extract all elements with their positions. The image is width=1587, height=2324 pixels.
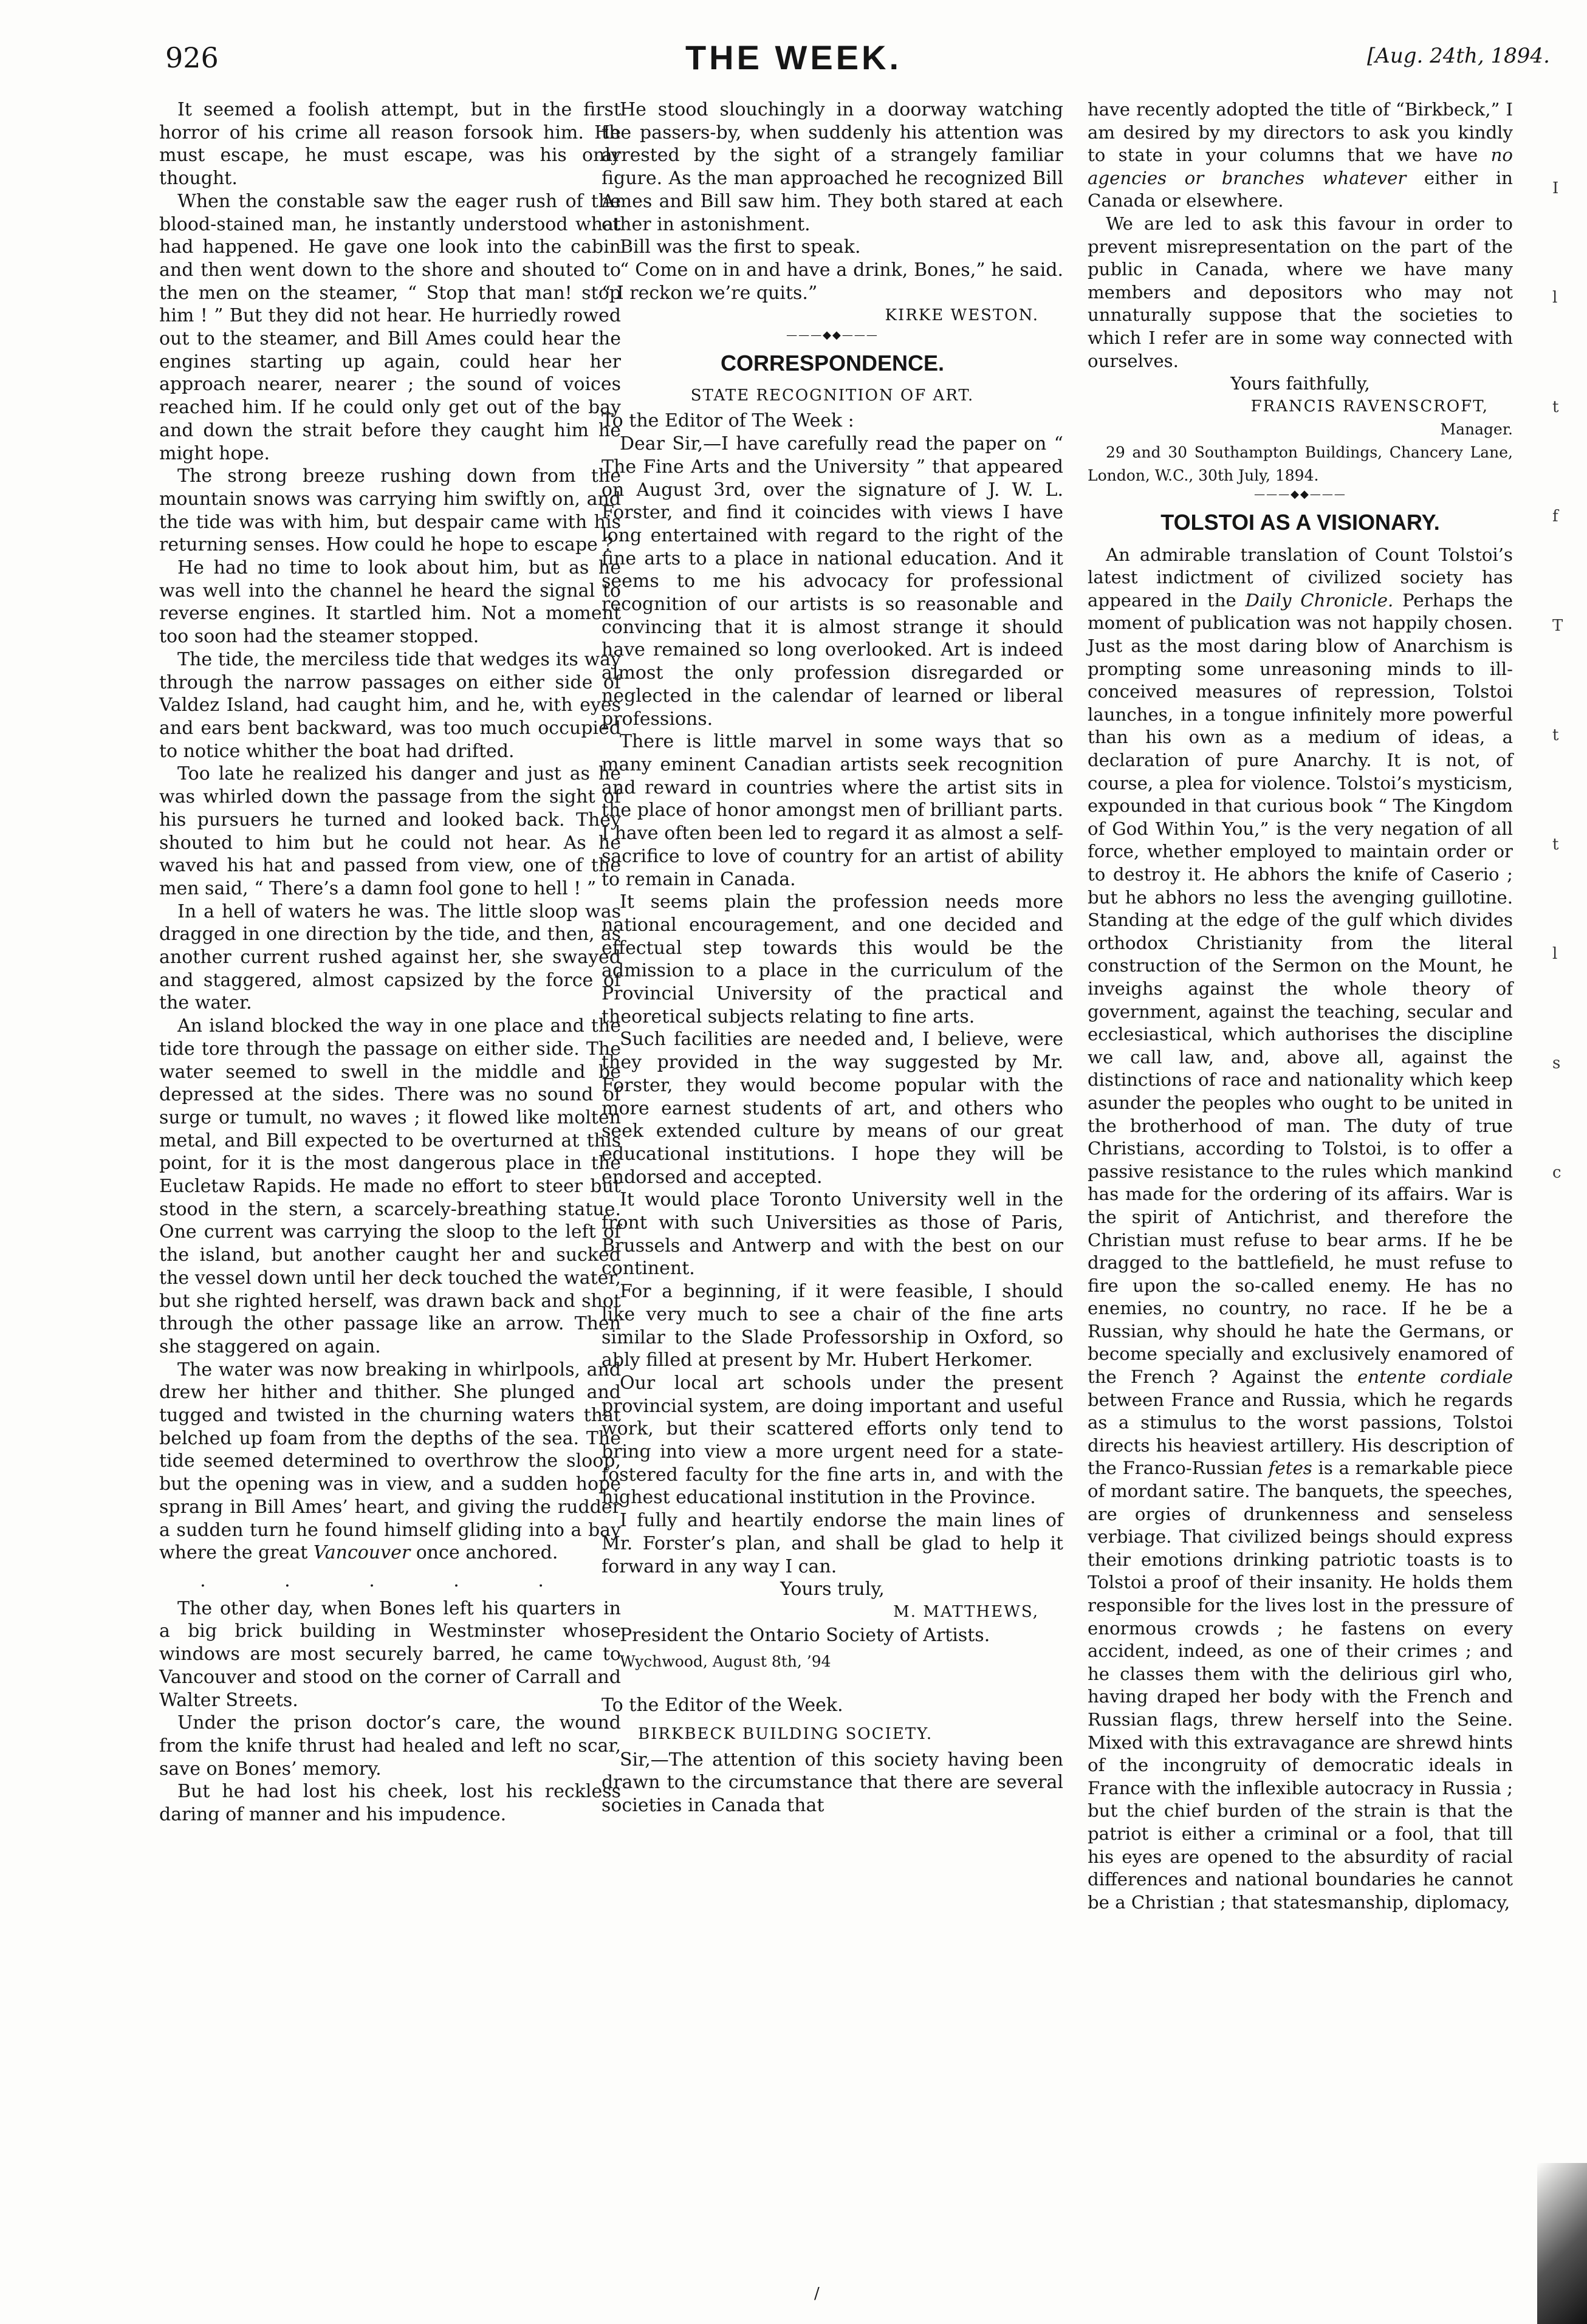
- letter-address: 29 and 30 Southampton Buildings, Chancery Lane, London, W.C., 30th July, 1894.: [1088, 443, 1513, 484]
- margin-letter: l: [1552, 945, 1558, 963]
- letter-paragraph: It seems plain the profession needs more national encouragement, and one decided and effectual step towards this would be the admission to a place in the curriculum of the Provincial University of the practical and theoretical subjects relating to fine arts.: [602, 891, 1063, 1027]
- margin-letter: s: [1552, 1054, 1561, 1072]
- page-number: 926: [165, 41, 219, 74]
- margin-letter: l: [1552, 289, 1558, 307]
- vessel-name: Vancouver: [313, 1542, 411, 1564]
- story-paragraph: [159, 1359, 621, 1565]
- letter-paragraph: [1088, 98, 1513, 213]
- letter-signature: FRANCIS RAVENSCROFT,: [1250, 397, 1489, 416]
- story-paragraph: But he had lost his cheek, lost his reckless daring of manner and his impudence.: [159, 1781, 621, 1826]
- column-1: [159, 98, 621, 1826]
- issue-date: [Aug. 24th, 1894.: [1367, 44, 1550, 68]
- ornament-rule: ———◆◆———: [1254, 488, 1346, 501]
- stray-ink-mark: /: [814, 2285, 820, 2303]
- story-paragraph: The strong breeze rushing down from the mountain snows was carrying him swiftly on, and the tide was with him, but despair came with his returning senses. How could he hope to escape ?: [159, 465, 621, 556]
- story-paragraph: The other day, when Bones left his quarters in a big brick building in Westminster whose windows are most securely barred, he came to Vancouver and stood on the corner of Carrall and Walter Streets.: [159, 1597, 621, 1711]
- story-paragraph: In a hell of waters he was. The little sloop was dragged in one direction by the tide, and then, as another current rushed against her, she swayed and staggered, almost capsized by the force of the water.: [159, 900, 621, 1014]
- letter-place-date: Wychwood, August 8th, ’94: [620, 1653, 831, 1671]
- letter-addressee: To the Editor of The Week :: [602, 410, 854, 432]
- letter-text: either in Canada or elsewhere.: [1088, 167, 1513, 211]
- ornament-rule: ———◆◆———: [786, 329, 879, 342]
- article-text: Perhaps the moment of publication was not happily chosen. Just as the most daring blow of Anarchism is prompting some unreasoning minds to ill-conceived measures of repression, Tolstoi launches, in a tongue infinitely more powerful than his own as a medium of ideas, a declaration of pure Anarchy. It is not, of course, a plea for violence. Tolstoi’s mysticism, expounded in that curious book “ The Kingdom of God Within You,” is the very negation of all force, whether employed to maintain order or to destroy it. He abhors the knife of Caserio ; but he abhors no less the avenging guillotine. Standing at the edge of the gulf which divides orthodox Christianity from the literal construction of the Sermon on the Mount, he inveighs against the whole theory of government, against the teaching, secular and ecclesiastical, which authorises the discipline we call law, and, above all, against the distinctions of race and nationality which keep asunder the peoples who ought to be united in the brotherhood of man. The duty of true Christians, according to Tolstoi, is to offer a passive resistance to the rules which mankind has made for the ordering of its affairs. War is the spirit of Antichrist, and therefore the Christian must refuse to bear arms. If he be dragged to the battlefield, he must refuse to fire upon the so-called enemy. He has no enemies, no country, no race. If he be a Russian, why should he hate the Germans, or become specially and exclusively enamored of the French ? Against the: [1088, 589, 1513, 1388]
- story-author: KIRKE WESTON.: [885, 306, 1039, 325]
- masthead: [0, 38, 1587, 86]
- margin-letter: c: [1552, 1164, 1561, 1182]
- letter-paragraph: For a beginning, if it were feasible, I should like very much to see a chair of the fine arts similar to the Slade Professorship in Oxford, so ably filled at present by Mr. Hubert Herkomer.: [602, 1281, 1063, 1371]
- section-heading: CORRESPONDENCE.: [720, 351, 945, 376]
- article-text: between France and Russia, which he regards as a stimulus to the worst passions, Tolstoi directs his heaviest artillery. His description of the Franco-Russian: [1088, 1389, 1513, 1479]
- newspaper-name: Daily Chronicle.: [1245, 589, 1394, 611]
- letter-title: BIRKBECK BUILDING SOCIETY.: [638, 1724, 933, 1743]
- margin-letter: t: [1552, 835, 1559, 854]
- letter-emphasis: no agencies or branches whatever: [1088, 145, 1513, 188]
- story-paragraph: It seemed a foolish attempt, but in the first horror of his crime all reason forsook him. He must escape, he must escape, was his only thought.: [159, 99, 621, 190]
- letter-paragraph: Such facilities are needed and, I believe, were they provided in the way suggested by Mr. Forster, they would become popular with the more earnest students of art, and others who seek extended culture by means of our great educational institutions. I hope they will be endorsed and accepted.: [602, 1029, 1063, 1188]
- story-text: The water was now breaking in whirlpools, and drew her hither and thither. She plunged and tugged and twisted in the churning waters that belched up foam from the depths of the sea. The tide seemed determined to overthrow the sloop, but the opening was in view, and a sudden hope sprang in Bill Ames’ heart, and giving the rudder a sudden turn he found himself gliding into a bay where the great: [159, 1359, 621, 1564]
- letter-closing: Yours faithfully,: [1230, 373, 1370, 394]
- margin-letter: t: [1552, 726, 1559, 744]
- story-paragraph: Under the prison doctor’s care, the wound from the knife thrust had healed and left no scar, save on Bones’ memory.: [159, 1712, 621, 1780]
- letter-paragraph: Our local art schools under the present provincial system, are doing important and useful work, but their scattered efforts only tend to bring into view a more urgent need for a state-fostered faculty for the fine arts in, and with the highest educational institution in the Province.: [602, 1372, 1063, 1509]
- letter-paragraph: I fully and heartily endorse the main lines of Mr. Forster’s plan, and shall be glad to help it forward in any way I can.: [602, 1510, 1063, 1577]
- letter-addressee: To the Editor of the Week.: [602, 1695, 843, 1716]
- letter-paragraph: It would place Toronto University well in the front with such Universities as those of Paris, Brussels and Antwerp and with the best on our continent.: [602, 1189, 1063, 1280]
- article-heading: TOLSTOI AS A VISIONARY.: [1160, 510, 1440, 535]
- letter-closing: Yours truly,: [780, 1578, 885, 1600]
- article-paragraph: [1088, 544, 1513, 1914]
- margin-letters: [1552, 134, 1577, 1227]
- letter-title: STATE RECOGNITION OF ART.: [690, 386, 975, 405]
- article-emphasis: fetes: [1268, 1458, 1312, 1479]
- margin-letter: t: [1552, 398, 1559, 416]
- story-paragraph: He stood slouchingly in a doorway watching the passers-by, when suddenly his attention was arrested by the sight of a strangely familiar figure. As the man approached he recognized Bill Ames and Bill saw him. They both stared at each other in astonishment.: [602, 99, 1063, 235]
- article-emphasis: entente cordiale: [1357, 1366, 1513, 1388]
- story-paragraph: Too late he realized his danger and just as he was whirled down the passage from the sight of his pursuers he turned and looked back. They shouted to him but he could not hear. As he waved his hat and passed from view, one of the men said, “ There’s a damn fool gone to hell ! ”: [159, 763, 621, 899]
- story-paragraph: When the constable saw the eager rush of the blood-stained man, he instantly understood what had happened. He gave one look into the cabin and then went down to the shore and shouted to the men on the steamer, “ Stop that man! stop him ! ” But they did not hear. He hurriedly rowed out to the steamer, and Bill Ames could hear the engines starting up again, could hear her approach nearer, nearer ; the sound of voices reached him. If he could only get out of the bay and down the strait before they caught him he might hope.: [159, 190, 621, 464]
- article-text: is a remarkable piece of mordant satire. The banquets, the speeches, are orgies of drunkenness and senseless verbiage. That civilized beings should express their emotions drinking patriotic toasts is to Tolstoi a proof of their insanity. He holds them responsible for the lives lost in the pressure of enormous crowds ; he fastens on every accident, indeed, as one of their crimes ; and he classes them with the delirious girl who, having draped her body with the French and Russian flags, threw herself into the Seine. Mixed with this extravagance are shrewd hints of the incongruity of democratic ideals in France with the inflexible autocracy in Russia ; but the chief burden of the strain is that the patriot is either a criminal or a fool, that till his eyes are opened to the absurdity of racial differences and national boundaries he cannot be a Christian ; that statesmanship, diplomacy,: [1088, 1458, 1513, 1913]
- column-2: [602, 98, 1063, 1817]
- story-text: once anchored.: [410, 1542, 558, 1564]
- section-break: . . . . .: [200, 1570, 580, 1591]
- article-text: An admirable translation of Count Tolstoi’s latest indictment of civilized society has appeared in the: [1088, 544, 1513, 611]
- story-paragraph: “ Come on in and have a drink, Bones,” he said. “ I reckon we’re quits.”: [602, 259, 1063, 304]
- signature-title: President the Ontario Society of Artists.: [620, 1624, 990, 1646]
- story-paragraph: The tide, the merciless tide that wedges its way through the narrow passages on either side of Valdez Island, had caught him, and he, with eyes and ears bent backward, was too much occupied to notice whither the boat had drifted.: [159, 648, 621, 762]
- margin-letter: f: [1552, 507, 1558, 526]
- story-paragraph: He had no time to look about him, but as he was well into the channel he heard the signal to reverse engines. It startled him. Not a moment too soon had the steamer stopped.: [159, 557, 621, 648]
- letter-paragraph: Dear Sir,—I have carefully read the paper on “ The Fine Arts and the University ” that appeared on August 3rd, over the signature of J. W. L. Forster, and find it coincides with views I have long entertained with regard to the right of the fine arts to a place in national education. And it seems to me his advocacy for professional recognition of our artists is so reasonable and convincing that it is almost strange it should have remained so long overlooked. Art is indeed almost the only profession disregarded or neglected in the calendar of learned or liberal professions.: [602, 433, 1063, 730]
- journal-title: THE WEEK.: [685, 38, 902, 77]
- letter-text: have recently adopted the title of “Birkbeck,” I am desired by my directors to ask you kindly to state in your columns that we have: [1088, 99, 1513, 166]
- margin-letter: T: [1552, 617, 1563, 635]
- letter-signature: M. MATTHEWS,: [893, 1603, 1039, 1621]
- page-corner-shadow: [1537, 2163, 1587, 2324]
- story-paragraph: Bill was the first to speak.: [620, 236, 861, 258]
- column-3: [1088, 98, 1513, 1914]
- margin-letter: I: [1552, 179, 1559, 197]
- letter-paragraph: Sir,—The attention of this society having been drawn to the circumstance that there are several societies in Canada that: [602, 1749, 1063, 1816]
- signature-title: Manager.: [1440, 420, 1513, 439]
- story-paragraph: An island blocked the way in one place and the tide tore through the passage on either side. The water seemed to swell in the middle and be depressed at the sides. There was no sound of surge or tumult, no waves ; it flowed like molten metal, and Bill expected to be overturned at this point, for it is the most dangerous place in the Eucletaw Rapids. He made no effort to steer but stood in the stern, a scarcely-breathing statue. One current was carrying the sloop to the left of the island, but another caught her and sucked the vessel down until her deck touched the water, but she righted herself, was drawn back and shot through the other passage like an arrow. Then she staggered on again.: [159, 1015, 621, 1357]
- letter-paragraph: There is little marvel in some ways that so many eminent Canadian artists seek recognition and reward in countries where the artist sits in the place of honor amongst men of brilliant parts. I have often been led to regard it as almost a self-sacrifice to love of country for an artist of ability to remain in Canada.: [602, 731, 1063, 890]
- letter-paragraph: We are led to ask this favour in order to prevent misrepresentation on the part of the public in Canada, where we have many members and depositors who may not unnaturally suppose that the societies to which I refer are in some way connected with ourselves.: [1088, 213, 1513, 371]
